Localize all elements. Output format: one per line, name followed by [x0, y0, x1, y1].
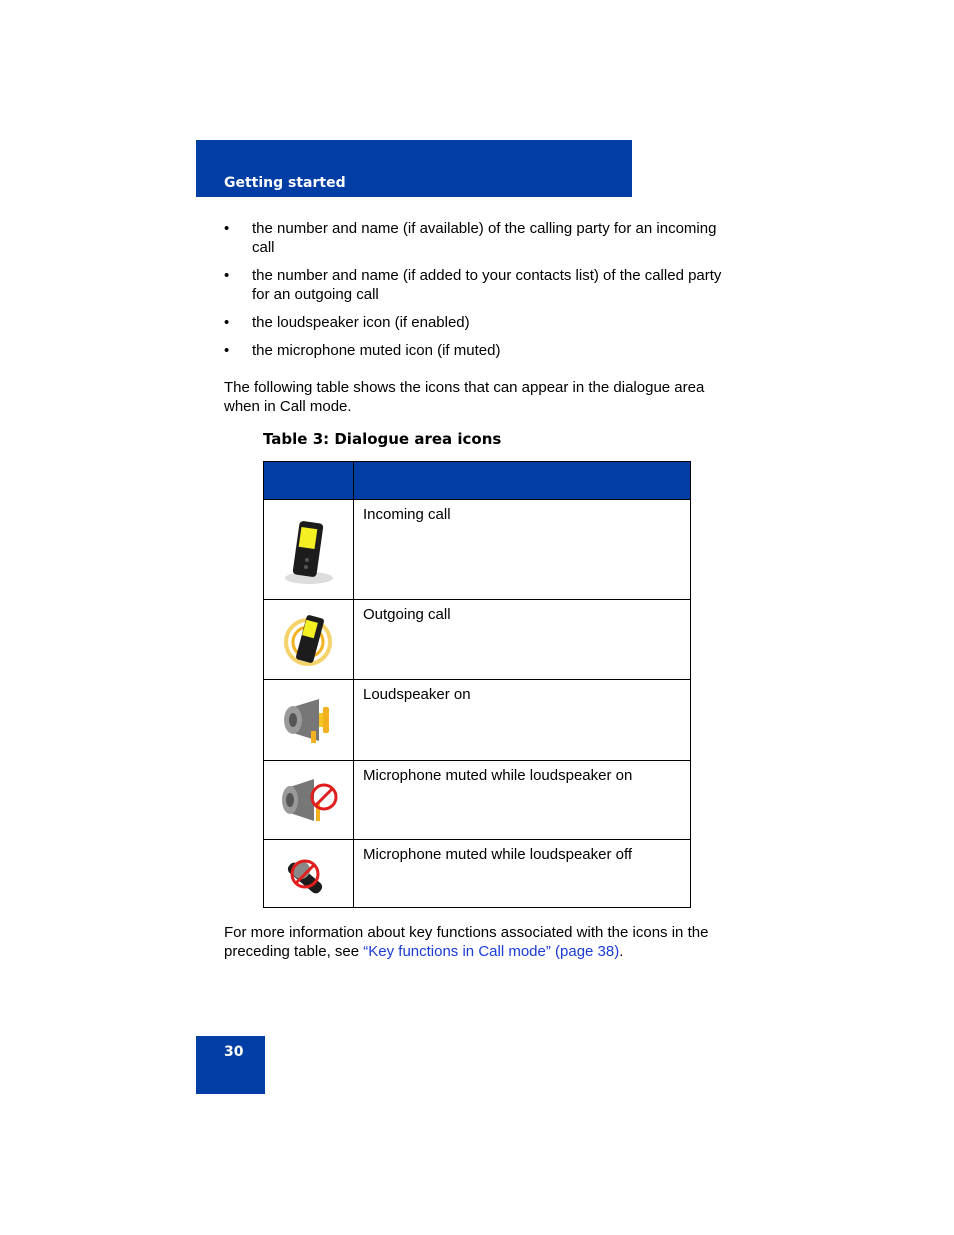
list-item-text: the loudspeaker icon (if enabled)	[252, 314, 470, 331]
footer-text: For more information about key functions associated with the icons in the preceding table, see	[224, 924, 709, 960]
row-description: Incoming call	[354, 500, 691, 600]
table-header-cell-icon	[264, 462, 354, 500]
row-description: Outgoing call	[354, 600, 691, 680]
table-row	[264, 840, 691, 908]
intro-paragraph: The following table shows the icons that can appear in the dialogue area when in Call mode.	[224, 379, 705, 415]
row-description: Microphone muted while loudspeaker on	[354, 761, 691, 840]
mic-muted-loudspeaker-on-icon	[264, 761, 354, 840]
list-item	[224, 219, 724, 257]
list-item-text: the number and name (if added to your contacts list) of the called party for an outgoing call	[252, 267, 722, 303]
loudspeaker-on-icon	[264, 680, 354, 761]
mic-muted-loudspeaker-off-icon	[264, 840, 354, 908]
row-description: Loudspeaker on	[354, 680, 691, 761]
table-caption: Table 3: Dialogue area icons	[263, 430, 502, 448]
table-row	[264, 761, 691, 840]
dialogue-icons-table	[263, 461, 691, 908]
bullet-list	[224, 219, 724, 369]
table-header-cell-description	[354, 462, 691, 500]
table-row	[264, 680, 691, 761]
row-description: Microphone muted while loudspeaker off	[354, 840, 691, 908]
incoming-call-phone-icon	[264, 500, 354, 600]
section-header-bar	[196, 140, 632, 197]
section-title: Getting started	[224, 175, 346, 191]
table-header-row	[264, 462, 691, 500]
table-row	[264, 600, 691, 680]
page-number-tab	[196, 1036, 265, 1094]
bullet-marker: •	[224, 267, 230, 284]
list-item-text: the number and name (if available) of the calling party for an incoming call	[252, 220, 717, 256]
table-row	[264, 500, 691, 600]
list-item	[224, 266, 724, 304]
list-item	[224, 341, 724, 360]
bullet-marker: •	[224, 342, 230, 359]
footer-text-end: .	[619, 943, 624, 960]
bullet-marker: •	[224, 314, 230, 331]
outgoing-call-phone-icon	[264, 600, 354, 680]
list-item-text: the microphone muted icon (if muted)	[252, 342, 501, 359]
key-functions-link[interactable]: “Key functions in Call mode” (page 38)	[363, 943, 620, 960]
footer-paragraph	[224, 923, 734, 961]
page-number: 30	[224, 1044, 244, 1060]
bullet-marker: •	[224, 220, 230, 237]
list-item	[224, 313, 724, 332]
